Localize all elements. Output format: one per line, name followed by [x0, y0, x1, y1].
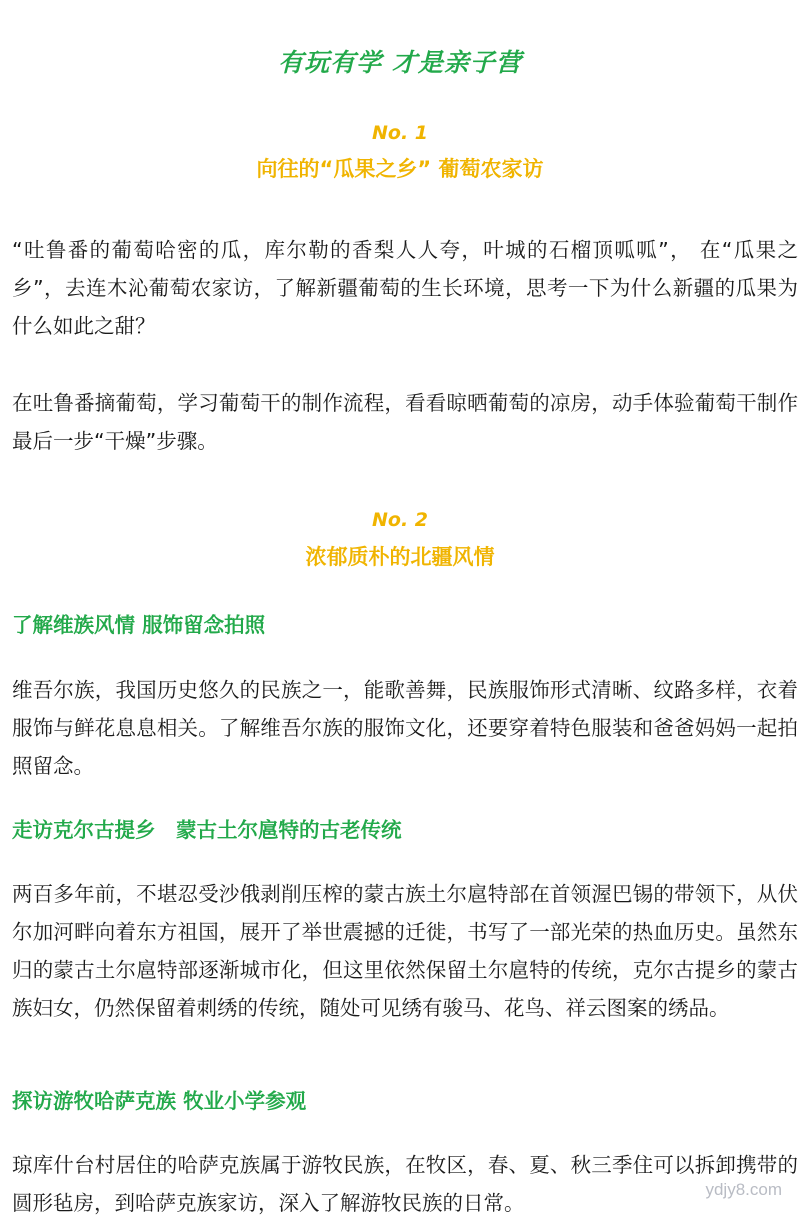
section-1-title: 向往的“瓜果之乡” 葡萄农家访: [256, 157, 544, 181]
section-1-number: No. 1: [371, 122, 428, 144]
paragraph-kazakh-nomads: 琼库什台村居住的哈萨克族属于游牧民族，在牧区，春、夏、秋三季住可以拆卸携带的圆形毡房，到哈萨克族家访，深入了解游牧民族的日常。: [12, 1153, 798, 1215]
section-2-title: 浓郁质朴的北疆风情: [305, 545, 495, 569]
subheading-kazakh-nomads: 探访游牧哈萨克族 牧业小学参观: [12, 1089, 307, 1113]
subheading-uyghur-culture: 了解维族风情 服饰留念拍照: [12, 613, 266, 637]
page-title: 有玩有学 才是亲子营: [278, 48, 522, 77]
section-2-number: No. 2: [371, 509, 428, 531]
paragraph-uyghur-culture: 维吾尔族，我国历史悠久的民族之一，能歌善舞，民族服饰形式清晰、纹路多样，衣着服饰与鲜花息息相关。了解维吾尔族的服饰文化，还要穿着特色服装和爸爸妈妈一起拍照留念。: [12, 678, 798, 778]
subheading-torghut-tradition: 走访克尔古提乡 蒙古土尔扈特的古老传统: [12, 818, 402, 842]
section-1-paragraph-1: “吐鲁番的葡萄哈密的瓜，库尔勒的香梨人人夸，叶城的石榴顶呱呱”， 在“瓜果之乡”，去连木沁葡萄农家访，了解新疆葡萄的生长环境，思考一下为什么新疆的瓜果为什么如此之甜？: [12, 238, 798, 338]
watermark: ydjy8.com: [705, 1180, 782, 1199]
paragraph-torghut-tradition: 两百多年前，不堪忍受沙俄剥削压榨的蒙古族土尔扈特部在首领渥巴锡的带领下，从伏尔加河畔向着东方祖国，展开了举世震撼的迁徙，书写了一部光荣的热血历史。虽然东归的蒙古土尔扈特部逐渐城市化，但这里依然保留土尔扈特的传统，克尔古提乡的蒙古族妇女，仍然保留着刺绣的传统，随处可见绣有骏马、花鸟、祥云图案的绣品。: [12, 882, 798, 1020]
section-1-paragraph-2: 在吐鲁番摘葡萄，学习葡萄干的制作流程，看看晾晒葡萄的凉房，动手体验葡萄干制作最后一步“干燥”步骤。: [12, 391, 798, 453]
